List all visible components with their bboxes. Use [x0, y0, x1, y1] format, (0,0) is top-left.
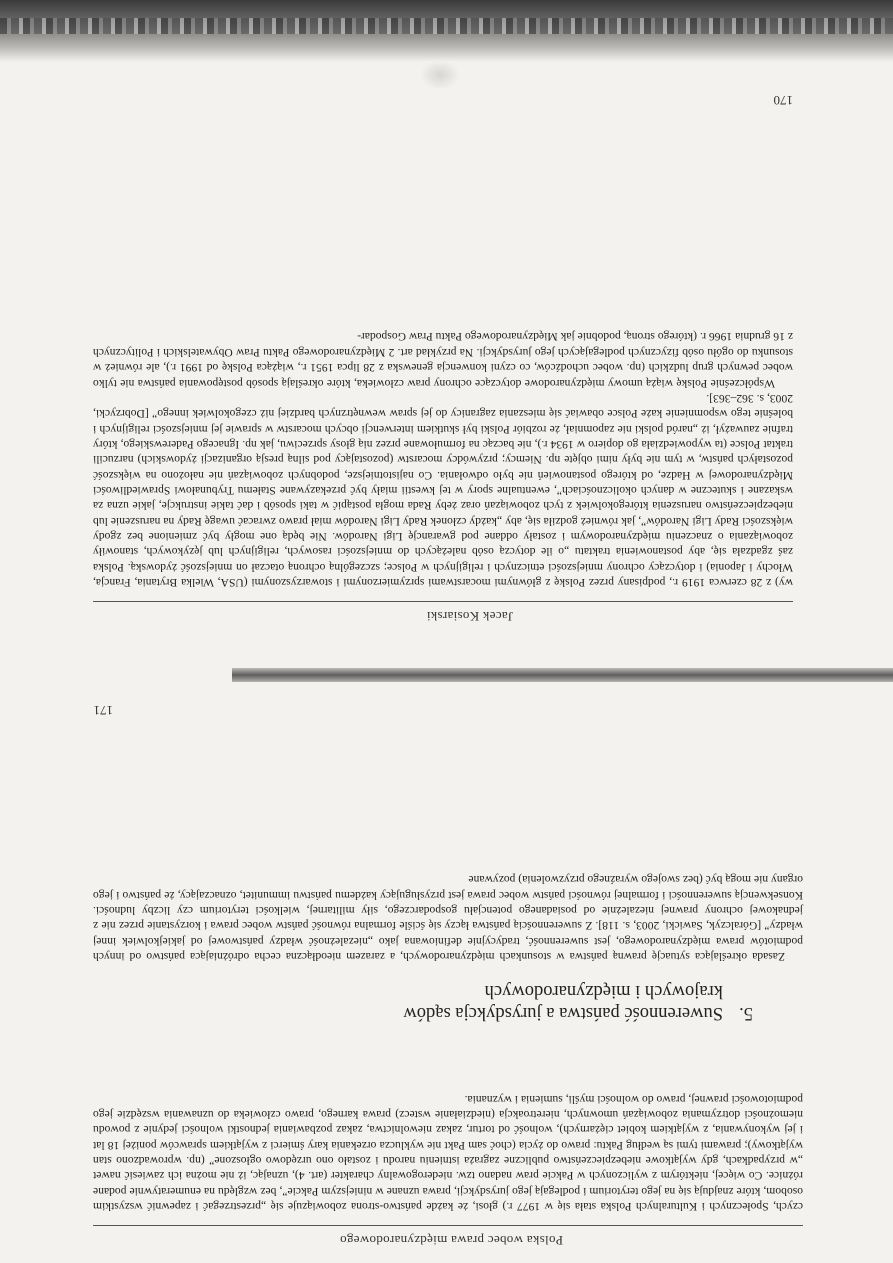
- scan-shadow-top: [0, 0, 893, 62]
- header-rule: [93, 601, 793, 602]
- section-number: 5.: [739, 1003, 753, 1023]
- page-170: [0, 72, 893, 668]
- page-170-body: [93, 329, 793, 590]
- scan-shadow-middle: [232, 668, 893, 682]
- paragraph: Współcześnie Polskę wiążą umowy międzynarodowe dotyczące ochrony praw człowieka, które określają sposób postępowania państwa nie tylko wobec pewnych grup ludzkich (np. wobec uchodźców, co czyni konwencja genewska z 28 lipca 1951 r., wiążąca Polskę od 1991 r.), ale również w stosunku do ogółu osób fizycznych podlegających jego jurysdykcji. Na przykład art. 2 Międzynarodowego Paktu Praw Obywatelskich i Politycznych z 16 grudnia 1966 r. (którego stroną, podobnie jak Międzynarodowego Paktu Praw Gospodar-: [93, 330, 793, 390]
- paragraph: Zasada określająca sytuację prawną państwa w stosunkach międzynarodowych, a zarazem nieodłączna cecha odróżniająca państwo od innych podmiotów prawa międzynarodowego, jest suwerenność, tradycyjnie definiowana jako „niezależność władzy państwowej od jakiejkolwiek innej władzy” [Góralczyk, Sawicki, 2003, s. 118]. Z suwerennością państwa łączy się ściśle formalna równość państw wobec prawa i korzystanie przez nie z jednakowej ochrony prawnej niezależnie od posiadanego potencjału gospodarczego, siły militarnej, wielkości terytorium czy liczby ludności. Konsekwencją suwerenności i formalnej równości państw wobec prawa jest przysługujący każdemu państwu immunitet, oznaczający, że państwo i jego organy nie mogą być (bez swojego wyraźnego przyzwolenia) pozywane: [93, 873, 803, 963]
- running-head: Jacek Kosiarski: [426, 609, 513, 624]
- page-171-body-bottom: [93, 872, 803, 964]
- section-title-line-1: Suwerenność państwa a jurysdykcja sądów: [403, 1003, 723, 1023]
- page-171-rotated-content: [0, 684, 893, 1256]
- page-171-body-top: [93, 1091, 803, 1214]
- section-heading: [153, 980, 753, 1024]
- page-number: 171: [93, 703, 113, 718]
- section-title-line-2: krajowych i międzynarodowych: [484, 981, 723, 1001]
- page-170-rotated-content: [0, 72, 893, 668]
- page-171: [0, 684, 893, 1256]
- paragraph: wy) z 28 czerwca 1919 r., podpisany przez Polskę z głównymi mocarstwami sprzymierzonymi i stowarzyszonymi (USA, Wielka Brytania, Francja, Włochy i Japonia) i dotyczący ochrony mniejszości etnicznych i religijnych w Polsce; szczególną ochroną otaczał on mniejszość żydowską. Polska zaś zgadzała się, aby postanowienia traktatu „o ile dotyczą osób należących do mniejszości rasowych, religijnych lub językowych, stanowiły zobowiązania o znaczeniu międzynarodowym i zostały oddane pod gwarancję Ligi Narodów. Nie będą one mogły być zmienione bez zgody większości Rady Ligi Narodów”, jak również godziła się, aby „każdy członek Rady Ligi Narodów miał prawo zwracać uwagę Rady na naruszenie lub niebezpieczeństwo naruszenia któregokolwiek z tych zobowiązań oraz żeby Rada mogła postąpić w taki sposób i dać takie instrukcje, jakie uzna za wskazane i skuteczne w danych okolicznościach”, ewentualne spory w tej kwestii miały być przekazywane Stałemu Trybunałowi Sprawiedliwości Międzynarodowej w Hadze, od którego postanowień nie było odwołania. Co najistotniejsze, podobnych zobowiązań nie nałożono na większość pozostałych państw, w tym nie były nimi objęte np. Niemcy; przywódcy mocarstw (pozostający pod silną presją organizacji żydowskich) narzucili traktat Polsce (ta wypowiedziała go dopiero w 1934 r.), nie bacząc na formułowane przez nią głosy sprzeciwu, jak np. Ignacego Paderewskiego, który trafnie zauważył, iż „naród polski nie zapomniał, że rozbiór Polski był skutkiem interwencji obcych mocarstw w sprawie jej mniejszości religijnych i boleśnie tego wspomnienie każe Polsce obawiać się mieszania zagranicy do jej spraw wewnętrznych bardziej niż czegokolwiek innego” [Dobrzycki, 2003, s. 362–363].: [93, 391, 793, 589]
- paragraph: czych, Społecznych i Kulturalnych Polska stała się w 1977 r.) głosi, że każde państwo-strona zobowiązuje się „przestrzegać i zapewnić wszystkim osobom, które znajdują się na jego terytorium i podlegają jego jurysdykcji, prawa uznane w niniejszym Pakcie”, bez względu na enumeratywnie podane różnice. Co więcej, niektórym z wyliczonych w Pakcie praw nadano tzw. niederogowalny charakter (art. 4), uznając, iż nie można ich zawiesić nawet „w przypadkach, gdy wyjątkowe niebezpieczeństwo publiczne zagraża istnieniu narodu i zostało ono urzędowo ogłoszone” (np. wprowadzono stan wyjątkowy); prawami tymi są według Paktu: prawo do życia (choć sam Pakt nie wyklucza orzekania kary śmierci z wyjątkiem sprawców poniżej 18 lat i jej wykonywania, z wyjątkiem kobiet ciężarnych), wolność od tortur, zakaz niewolnictwa, zakaz pozbawiania jednostki wolności jedynie z powodu niemożności dotrzymania zobowiązań umownych, nieretroakcja (niedziałanie wstecz) prawa karnego, prawo człowieka do uznawania wszędzie jego podmiotowości prawnej, prawo do wolności myśli, sumienia i wyznania.: [93, 1092, 803, 1213]
- page-number: 170: [773, 93, 793, 108]
- running-head: Polska wobec prawa międzynarodowego: [339, 1233, 563, 1248]
- header-rule: [93, 1225, 803, 1226]
